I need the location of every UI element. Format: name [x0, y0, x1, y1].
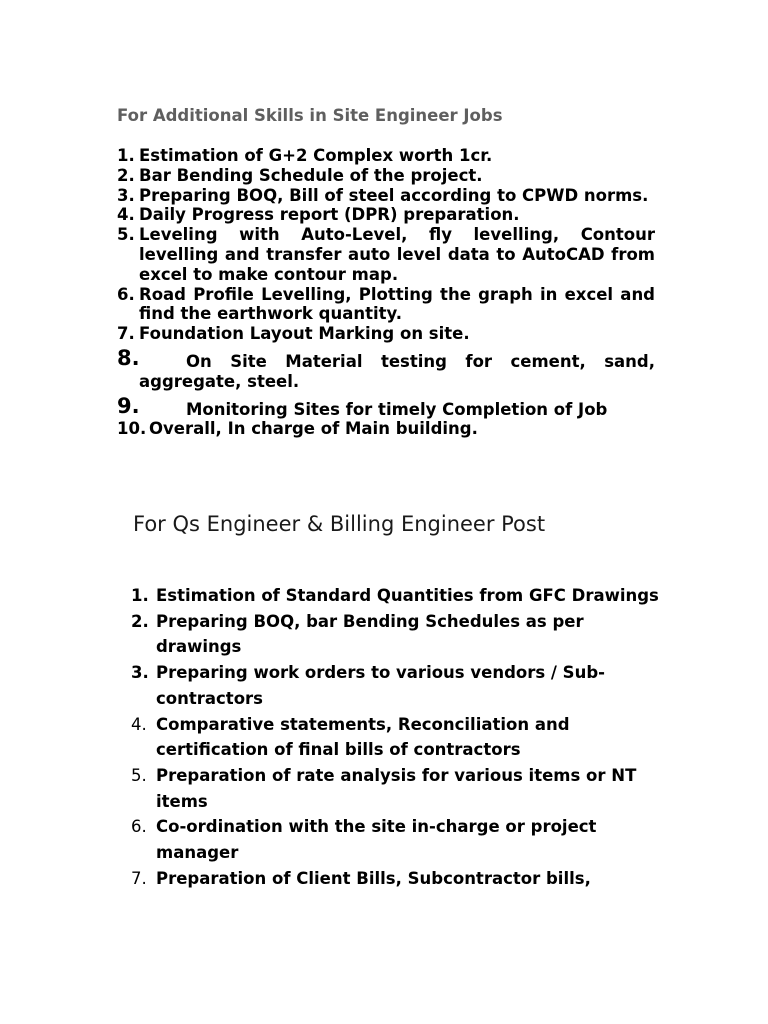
list-item-text: Monitoring Sites for timely Completion of Job: [186, 399, 608, 419]
list-item: [117, 166, 655, 186]
list-item-text: Overall, In charge of Main building.: [149, 419, 478, 439]
list-item: [131, 814, 661, 865]
list-item-text: Estimation of Standard Quantities from GFC Drawings: [156, 586, 659, 605]
list-item-number: 1.: [117, 146, 135, 165]
list-item-number: 4.: [117, 205, 135, 225]
list-item: [117, 225, 655, 284]
list-item-number: 2.: [117, 165, 135, 185]
list-item-number: 2.: [131, 611, 149, 631]
list-item: [117, 285, 655, 325]
list-item-text: Preparation of rate analysis for various items or NT items: [156, 765, 637, 811]
qs-billing-engineer-list: [131, 583, 661, 891]
list-item: [131, 660, 661, 711]
section-heading-qs-billing-engineer: For Qs Engineer & Billing Engineer Post: [133, 512, 546, 536]
section-heading-site-engineer: For Additional Skills in Site Engineer Jobs: [117, 106, 503, 125]
list-item-text: Foundation Layout Marking on site.: [139, 324, 470, 344]
list-item-text: Bar Bending Schedule of the project.: [139, 165, 483, 185]
list-item-number: 10.: [117, 419, 147, 439]
list-item-text: Estimation of G+2 Complex worth 1cr.: [139, 146, 493, 165]
list-item: [131, 763, 661, 814]
list-item: [117, 146, 655, 166]
list-item-number: 3.: [131, 663, 149, 683]
list-item-number: 5.: [131, 765, 147, 785]
list-item-text: Leveling with Auto-Level, fly levelling, Contour levelling and transfer auto level data to AutoCAD from excel to make contour map.: [139, 225, 655, 284]
list-item: [117, 186, 655, 206]
list-item: [131, 609, 661, 660]
list-item: [117, 205, 655, 225]
list-item-number: 6.: [131, 817, 147, 837]
list-item-number: 1.: [131, 586, 149, 605]
list-item-number: 3.: [117, 185, 135, 205]
list-item-number: 6.: [117, 284, 135, 304]
list-item-text: Preparing BOQ, Bill of steel according to CPWD norms.: [139, 185, 649, 205]
list-item-number: 7.: [117, 324, 135, 344]
list-item-number: 5.: [117, 225, 135, 245]
site-engineer-skills-list: [117, 146, 655, 439]
list-item: [117, 324, 655, 344]
list-item: [117, 393, 655, 420]
list-item: [131, 866, 661, 892]
list-item-number: 7.: [131, 868, 147, 888]
list-item-text: Preparation of Client Bills, Subcontractor bills,: [156, 868, 591, 888]
list-item-text: Preparing work orders to various vendors / Sub-contractors: [156, 663, 605, 708]
list-item: [117, 345, 655, 392]
list-item-text: Comparative statements, Reconciliation and certification of final bills of contractors: [156, 714, 570, 760]
list-item-number: 8.: [117, 345, 140, 370]
list-item-number: 4.: [131, 714, 147, 734]
list-item: [131, 583, 661, 609]
list-item-text: Co-ordination with the site in-charge or project manager: [156, 817, 597, 863]
list-item: [117, 419, 655, 439]
list-item: [131, 712, 661, 763]
list-item-text: On Site Material testing for cement, sand, aggregate, steel.: [139, 351, 655, 391]
list-item-number: 9.: [117, 393, 140, 418]
list-item-text: Road Profile Levelling, Plotting the graph in excel and find the earthwork quantity.: [139, 284, 655, 324]
list-item-text: Preparing BOQ, bar Bending Schedules as per drawings: [156, 611, 584, 657]
list-item-text: Daily Progress report (DPR) preparation.: [139, 205, 520, 225]
